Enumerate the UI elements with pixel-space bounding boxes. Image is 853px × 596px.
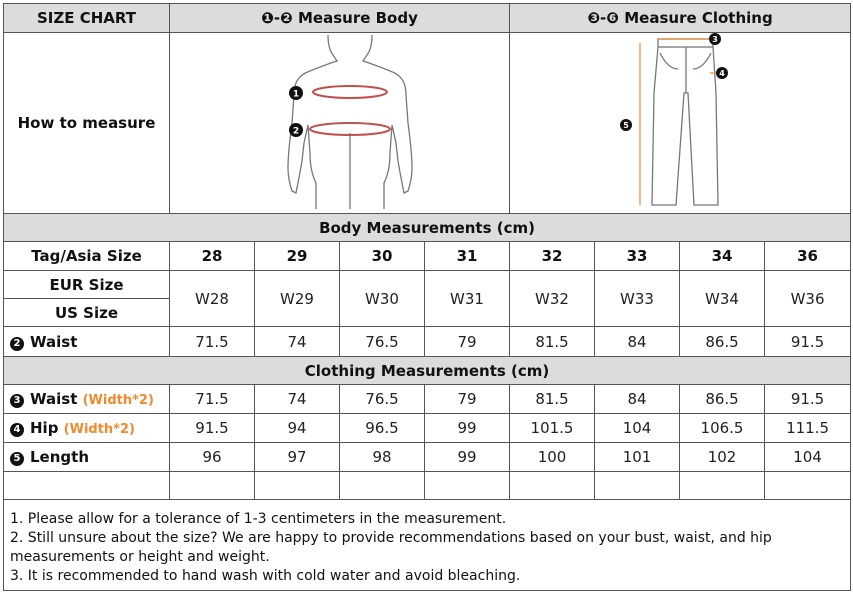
measure-body-header — [170, 4, 510, 33]
body-waist-label: Waist — [30, 332, 78, 351]
clothing-hip-value: 96.5 — [340, 414, 425, 443]
clothing-hip-value: 101.5 — [510, 414, 595, 443]
number-4-icon: 4 — [10, 423, 24, 437]
empty-cell — [680, 472, 765, 500]
size-chart-table — [3, 3, 851, 591]
empty-cell — [4, 472, 170, 500]
eur-us-size-cell: W28 — [170, 271, 255, 327]
tag-size-cell: 33 — [595, 242, 680, 271]
clothing-measurements-header: Clothing Measurements (cm) — [4, 357, 851, 385]
clothing-waist-value: 86.5 — [680, 385, 765, 414]
clothing-waist-value: 76.5 — [340, 385, 425, 414]
width-note: (Width*2) — [63, 422, 135, 437]
tag-size-cell: 31 — [425, 242, 510, 271]
clothing-hip-value: 94 — [255, 414, 340, 443]
number-2-icon: 2 — [10, 337, 24, 351]
body-waist-label-cell — [4, 327, 170, 357]
clothing-length-value: 96 — [170, 443, 255, 472]
body-waist-value: 91.5 — [765, 327, 851, 357]
eur-us-size-cell: W36 — [765, 271, 851, 327]
eur-us-size-cell: W34 — [680, 271, 765, 327]
clothing-waist-value: 74 — [255, 385, 340, 414]
clothing-length-value: 101 — [595, 443, 680, 472]
measure-clothing-header — [510, 4, 851, 33]
tag-size-cell: 36 — [765, 242, 851, 271]
empty-row — [4, 472, 851, 500]
body-waist-value: 84 — [595, 327, 680, 357]
empty-cell — [170, 472, 255, 500]
number-3-icon: 3 — [10, 394, 24, 408]
number-5-icon: 5 — [10, 452, 24, 466]
marker-1-label: 1 — [292, 89, 300, 100]
tag-size-cell: 29 — [255, 242, 340, 271]
body-waist-value: 74 — [255, 327, 340, 357]
body-waist-value: 86.5 — [680, 327, 765, 357]
eur-us-size-cell: W33 — [595, 271, 680, 327]
width-note: (Width*2) — [82, 393, 154, 408]
clothing-waist-label: Waist — [30, 390, 78, 408]
tag-size-cell: 30 — [340, 242, 425, 271]
clothing-length-label: Length — [30, 448, 89, 466]
body-silhouette-figure — [170, 33, 509, 209]
tag-size-label: Tag/Asia Size — [4, 242, 170, 271]
measure-body-title: Measure Body — [298, 9, 418, 27]
empty-cell — [425, 472, 510, 500]
tag-size-cell: 32 — [510, 242, 595, 271]
eur-size-label: EUR Size — [4, 271, 170, 299]
note-item: 3. It is recommended to hand wash with cold water and avoid bleaching. — [10, 568, 521, 584]
empty-cell — [595, 472, 680, 500]
clothing-waist-value: 79 — [425, 385, 510, 414]
marker-3-label: 3 — [712, 35, 718, 44]
marker-2-label: 2 — [292, 126, 300, 137]
marker-5-label: 5 — [623, 121, 629, 130]
clothing-length-value: 97 — [255, 443, 340, 472]
eur-us-size-cell: W29 — [255, 271, 340, 327]
clothing-waist-row — [4, 385, 851, 414]
clothing-waist-label-cell — [4, 385, 170, 414]
measure-clothing-title: Measure Clothing — [624, 9, 773, 27]
clothing-hip-label: Hip — [30, 419, 59, 437]
clothing-length-value: 104 — [765, 443, 851, 472]
body-measurements-header: Body Measurements (cm) — [4, 214, 851, 242]
empty-cell — [510, 472, 595, 500]
body-figure-cell — [170, 33, 510, 214]
clothing-length-value: 98 — [340, 443, 425, 472]
clothing-hip-value: 104 — [595, 414, 680, 443]
clothing-length-row — [4, 443, 851, 472]
clothing-hip-label-cell — [4, 414, 170, 443]
note-item: 1. Please allow for a tolerance of 1-3 centimeters in the measurement. — [10, 511, 507, 527]
clothing-hip-value: 111.5 — [765, 414, 851, 443]
empty-cell — [765, 472, 851, 500]
body-waist-row — [4, 327, 851, 357]
eur-us-size-cell: W31 — [425, 271, 510, 327]
tag-size-cell: 34 — [680, 242, 765, 271]
clothing-waist-value: 91.5 — [765, 385, 851, 414]
clothing-waist-value: 84 — [595, 385, 680, 414]
clothing-waist-value: 71.5 — [170, 385, 255, 414]
notes-section — [4, 500, 851, 591]
clothing-length-value: 100 — [510, 443, 595, 472]
us-size-label: US Size — [4, 299, 170, 327]
eur-us-size-cell: W32 — [510, 271, 595, 327]
clothing-length-value: 99 — [425, 443, 510, 472]
pants-figure-cell — [510, 33, 851, 214]
size-chart-title: SIZE CHART — [4, 4, 170, 33]
marker-4-label: 4 — [719, 69, 725, 78]
clothing-hip-value: 99 — [425, 414, 510, 443]
pants-figure — [510, 33, 850, 209]
empty-cell — [255, 472, 340, 500]
clothing-hip-value: 106.5 — [680, 414, 765, 443]
clothing-length-value: 102 — [680, 443, 765, 472]
measure-clothing-badge: ❸-❻ — [587, 9, 619, 27]
clothing-length-label-cell — [4, 443, 170, 472]
how-to-measure-label: How to measure — [4, 33, 170, 214]
body-waist-value: 81.5 — [510, 327, 595, 357]
empty-cell — [340, 472, 425, 500]
tag-size-cell: 28 — [170, 242, 255, 271]
body-waist-value: 79 — [425, 327, 510, 357]
clothing-hip-value: 91.5 — [170, 414, 255, 443]
note-item: 2. Still unsure about the size? We are happy to provide recommendations based on your bust, waist, and hip measurements or height and weight. — [10, 530, 772, 565]
clothing-hip-row — [4, 414, 851, 443]
body-waist-value: 71.5 — [170, 327, 255, 357]
eur-us-size-cell: W30 — [340, 271, 425, 327]
measure-body-badge: ❶-❷ — [261, 9, 293, 27]
body-waist-value: 76.5 — [340, 327, 425, 357]
clothing-waist-value: 81.5 — [510, 385, 595, 414]
